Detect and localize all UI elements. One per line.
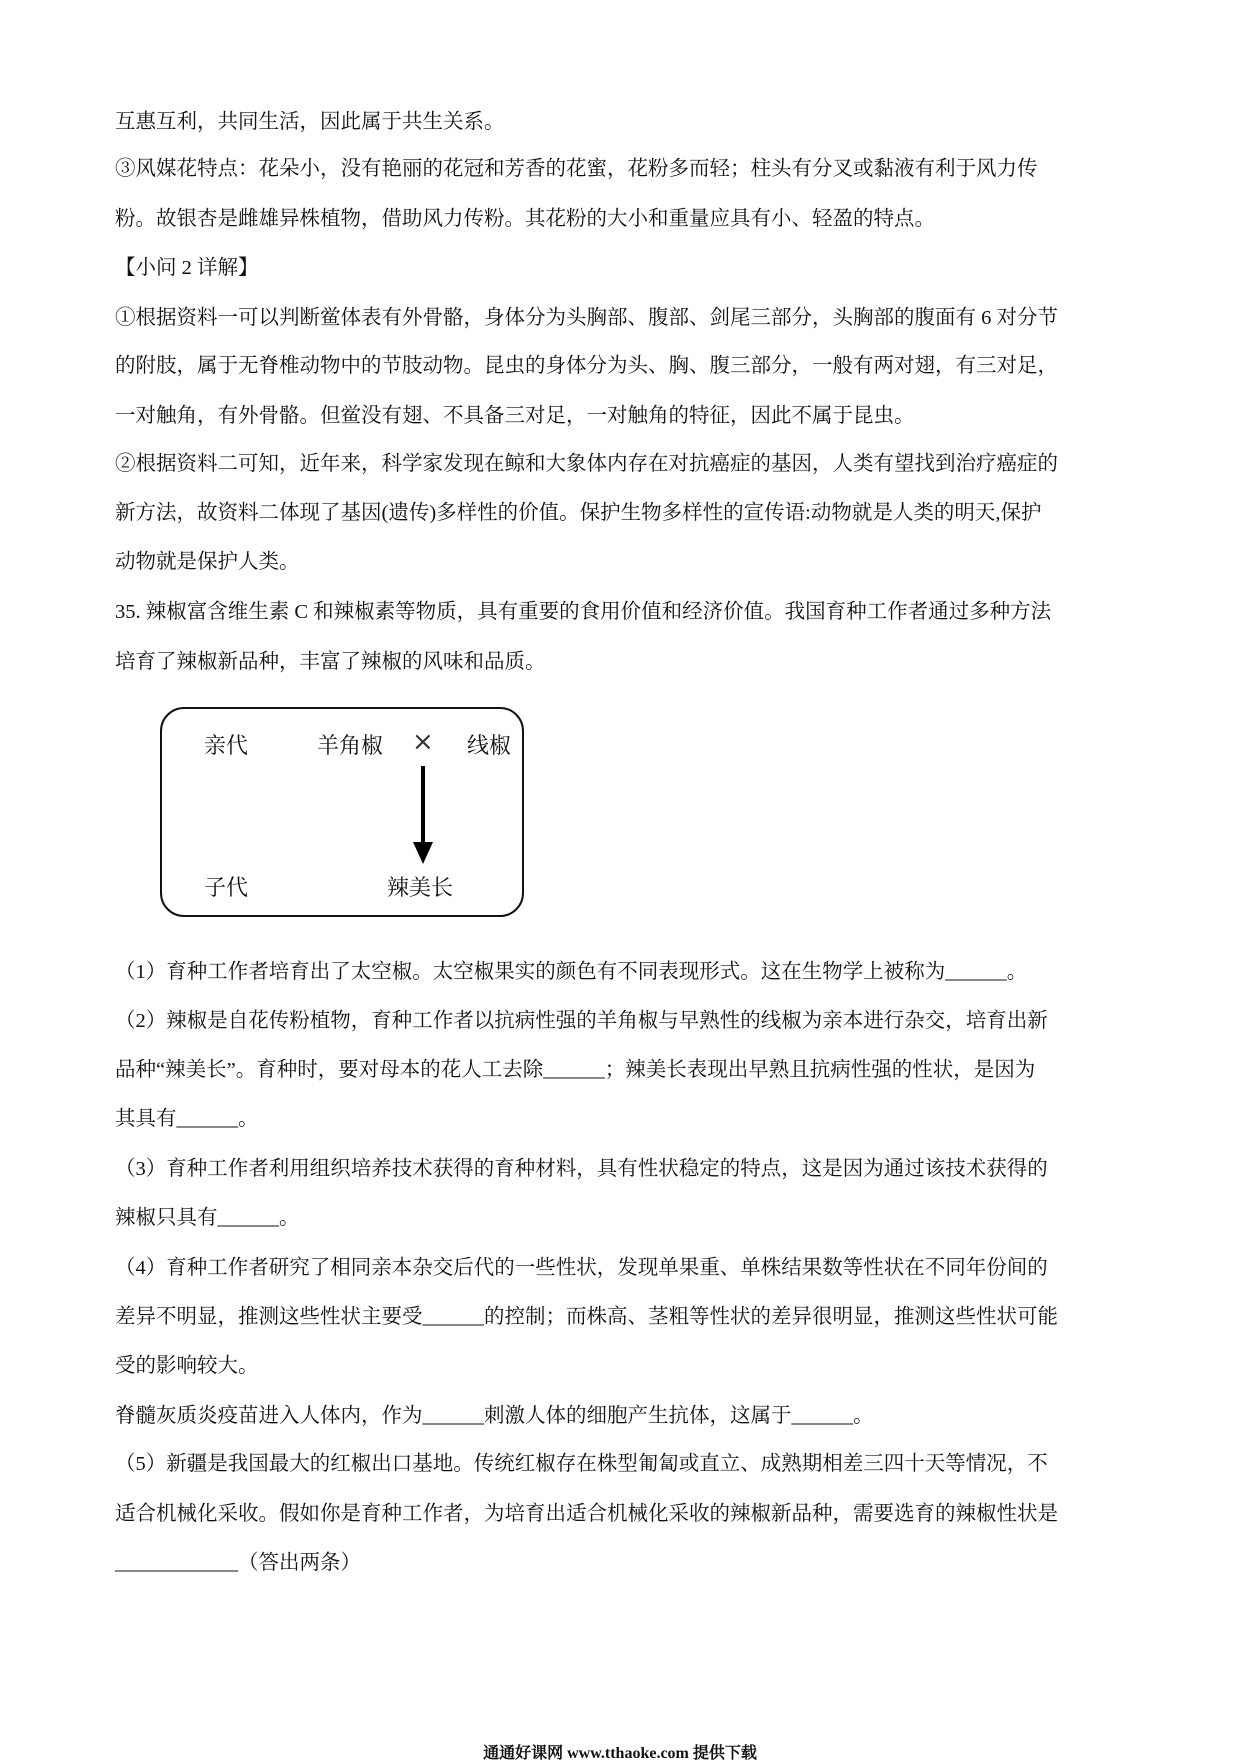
question-line: （2）辣椒是自花传粉植物，育种工作者以抗病性强的羊角椒与早熟性的线椒为亲本进行杂交，培育出新: [115, 1010, 1048, 1032]
question-line: 辣椒只具有______。: [115, 1207, 300, 1229]
question-line: 其具有______。: [115, 1108, 259, 1130]
question-line: 受的影响较大。: [115, 1355, 259, 1377]
cross-diagram: [160, 707, 524, 917]
paragraph-line: ②根据资料二可知，近年来，科学家发现在鲸和大象体内存在对抗癌症的基因，人类有望找到治疗癌症的: [115, 453, 1058, 475]
question-line: （3）育种工作者利用组织培养技术获得的育种材料，具有性状稳定的特点，这是因为通过该技术获得的: [115, 1158, 1048, 1180]
question-35-stem: 35. 辣椒富含维生素 C 和辣椒素等物质，具有重要的食用价值和经济价值。我国育种工作者通过多种方法: [115, 601, 1052, 623]
paragraph-line: 互惠互利，共同生活，因此属于共生关系。: [115, 111, 505, 133]
question-line: ____________（答出两条）: [115, 1552, 361, 1574]
subquestion-heading: 【小问 2 详解】: [115, 257, 259, 279]
offspring-generation-label: 子代: [204, 876, 249, 901]
parent-b-label: 线椒: [467, 734, 512, 759]
question-line: 差异不明显，推测这些性状主要受______的控制；而株高、茎粗等性状的差异很明显，推测这些性状可能: [115, 1306, 1058, 1328]
paragraph-line: ①根据资料一可以判断鲎体表有外骨骼，身体分为头胸部、腹部、剑尾三部分，头胸部的腹面有 6 对分节: [115, 307, 1058, 329]
question-line: 适合机械化采收。假如你是育种工作者，为培育出适合机械化采收的辣椒新品种，需要选育的辣椒性状是: [115, 1503, 1058, 1525]
question-line: （4）育种工作者研究了相同亲本杂交后代的一些性状，发现单果重、单株结果数等性状在不同年份间的: [115, 1257, 1048, 1279]
page-footer: 通通好课网 www.tthaoke.com 提供下载: [483, 1745, 757, 1762]
parent-generation-label: 亲代: [204, 734, 249, 759]
paragraph-line: 粉。故银杏是雌雄异株植物，借助风力传粉。其花粉的大小和重量应具有小、轻盈的特点。: [115, 208, 935, 230]
question-line: （5）新疆是我国最大的红椒出口基地。传统红椒存在株型匍匐或直立、成熟期相差三四十天等情况，不: [115, 1453, 1048, 1475]
arrowhead-icon: [413, 842, 433, 864]
paragraph-line: 新方法，故资料二体现了基因(遗传)多样性的价值。保护生物多样性的宣传语:动物就是人类的明天,保护: [115, 502, 1042, 524]
question-line: 品种“辣美长”。育种时，要对母本的花人工去除______；辣美长表现出早熟且抗病性强的性状，是因为: [115, 1059, 1036, 1081]
question-35-stem: 培育了辣椒新品种，丰富了辣椒的风味和品质。: [115, 651, 546, 673]
paragraph-line: 动物就是保护人类。: [115, 551, 300, 573]
question-line: 脊髓灰质炎疫苗进入人体内，作为______刺激人体的细胞产生抗体，这属于______。: [115, 1405, 874, 1427]
offspring-label: 辣美长: [387, 876, 454, 901]
question-line: （1）育种工作者培育出了太空椒。太空椒果实的颜色有不同表现形式。这在生物学上被称为______。: [115, 961, 1028, 983]
paragraph-line: 的附肢，属于无脊椎动物中的节肢动物。昆虫的身体分为头、胸、腹三部分，一般有两对翅，有三对足，: [115, 355, 1058, 377]
cross-symbol-icon: ×: [412, 727, 434, 757]
paragraph-line: 一对触角，有外骨骼。但鲎没有翅、不具备三对足，一对触角的特征，因此不属于昆虫。: [115, 405, 915, 427]
paragraph-line: ③风媒花特点：花朵小，没有艳丽的花冠和芳香的花蜜，花粉多而轻；柱头有分叉或黏液有利于风力传: [115, 158, 1038, 180]
arrow-down-icon: [421, 766, 425, 846]
parent-a-label: 羊角椒: [317, 734, 384, 759]
